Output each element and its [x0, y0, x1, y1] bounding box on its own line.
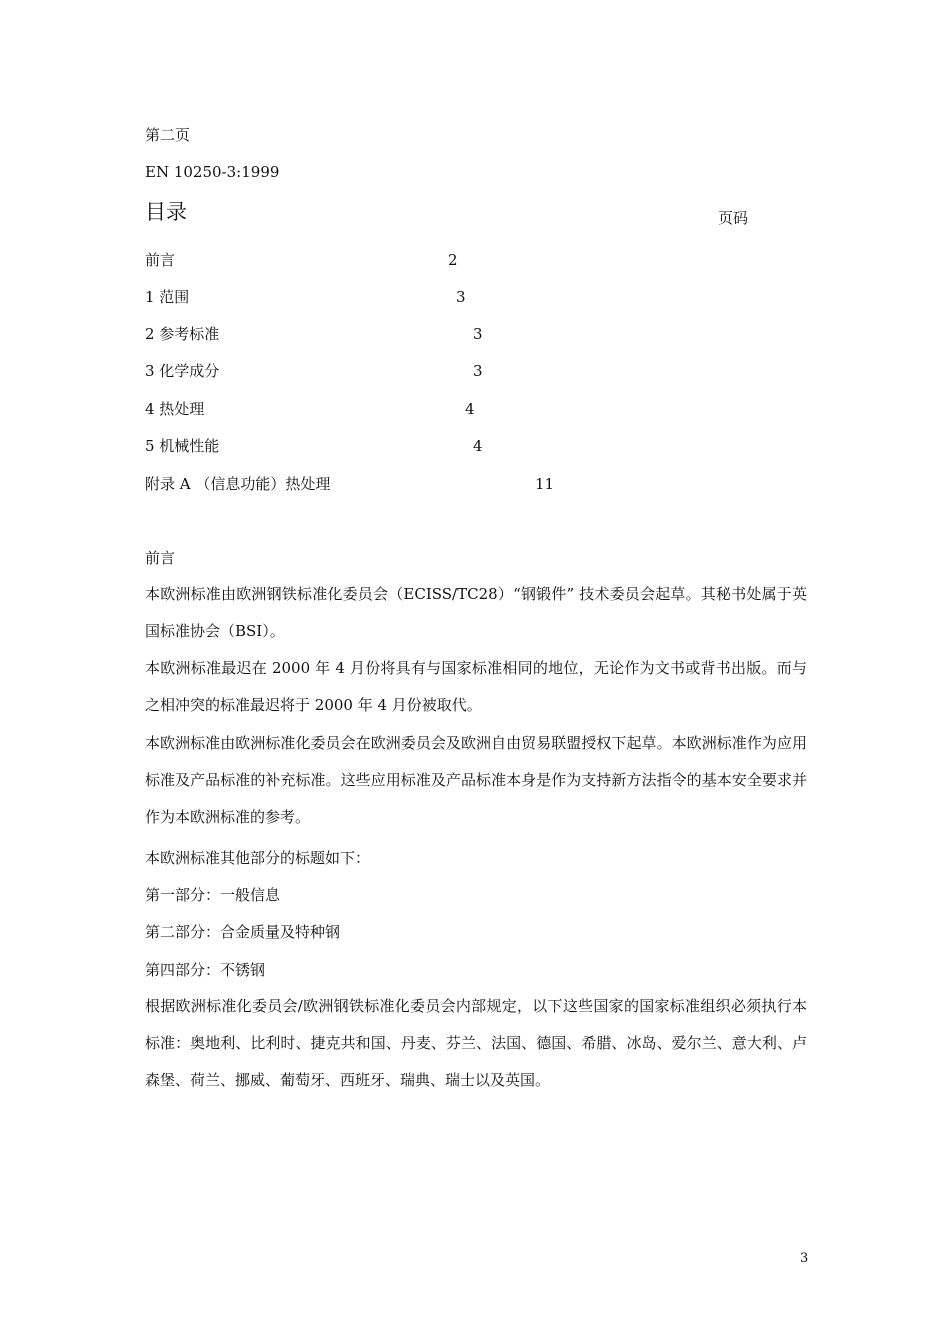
- part-item: 第二部分：合金质量及特种钢: [145, 923, 341, 941]
- part-item: 第一部分：一般信息: [145, 886, 281, 904]
- foreword-paragraph: 本欧洲标准由欧洲标准化委员会在欧洲委员会及欧洲自由贸易联盟授权下起草。本欧洲标准作为应用标准及产品标准的补充标准。这些应用标准及产品标准本身是作为支持新方法指令的基本安全要求并作为本欧洲标准的参考。: [145, 734, 807, 826]
- page-label: 第二页: [145, 126, 191, 144]
- standard-code: EN 10250-3:1999: [145, 163, 280, 181]
- toc-page-column-label: 页码: [718, 209, 749, 227]
- foreword-paragraph: 根据欧洲标准化委员会/欧洲钢铁标准化委员会内部规定，以下这些国家的国家标准组织必须执行本标准：奥地利、比利时、捷克共和国、丹麦、芬兰、法国、德国、希腊、冰岛、爱尔兰、意大利、卢森堡、荷兰、挪威、葡萄牙、西班牙、瑞典、瑞士以及英国。: [145, 997, 807, 1089]
- toc-entry-page: 4: [473, 437, 483, 455]
- toc-entry-label: 3 化学成分: [145, 362, 220, 380]
- toc-entry-label: 1 范围: [145, 288, 190, 306]
- toc-entry-page: 3: [473, 362, 483, 380]
- toc-entry-page: 11: [535, 475, 555, 493]
- toc-entry-page: 4: [465, 400, 475, 418]
- toc-entry-label: 前言: [145, 251, 176, 269]
- foreword-paragraph: 本欧洲标准最迟在 2000 年 4 月份将具有与国家标准相同的地位，无论作为文书或背书出版。而与之相冲突的标准最迟将于 2000 年 4 月份被取代。: [145, 659, 807, 714]
- toc-entry-page: 2: [448, 251, 458, 269]
- parts-intro: 本欧洲标准其他部分的标题如下：: [145, 849, 371, 867]
- toc-entry-page: 3: [456, 288, 466, 306]
- part-item: 第四部分：不锈钢: [145, 961, 266, 979]
- toc-title: 目录: [145, 200, 187, 224]
- foreword-heading: 前言: [145, 549, 176, 567]
- toc-entry-label: 2 参考标准: [145, 325, 220, 343]
- page-number: 3: [800, 1251, 809, 1266]
- toc-entry-label: 附录 A （信息功能）热处理: [145, 475, 331, 493]
- toc-entry-page: 3: [473, 325, 483, 343]
- foreword-paragraph: 本欧洲标准由欧洲钢铁标准化委员会（ECISS/TC28）“钢锻件” 技术委员会起草。其秘书处属于英国标准协会（BSI）。: [145, 585, 807, 640]
- toc-entry-label: 4 热处理: [145, 400, 205, 418]
- toc-entry-label: 5 机械性能: [145, 437, 220, 455]
